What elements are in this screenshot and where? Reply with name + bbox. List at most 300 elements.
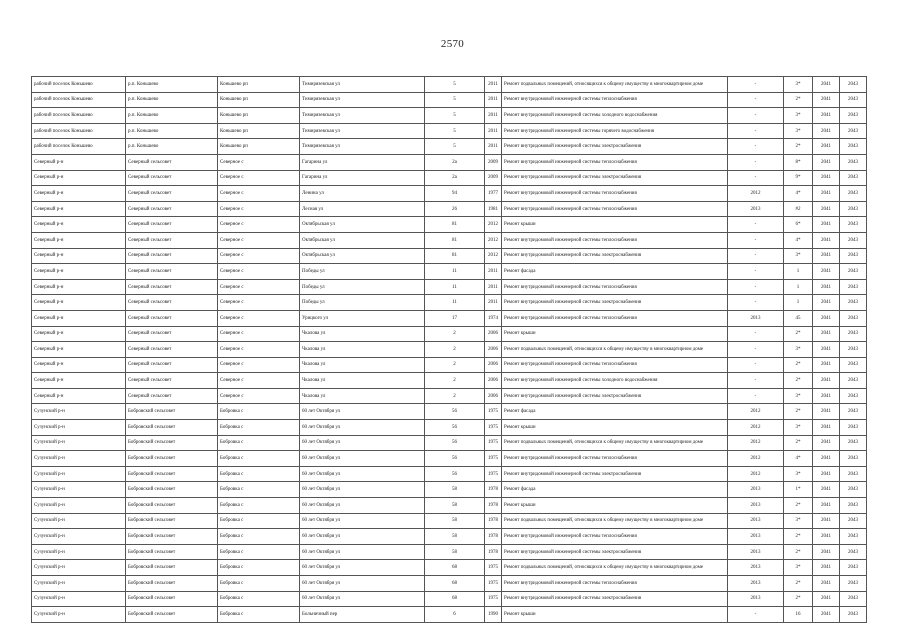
year-built-cell: 1975 — [485, 576, 502, 592]
plan-end-year-cell: 2043 — [840, 186, 867, 202]
work-type-cell: Ремонт внутридомовой инженерной системы теплоснабжения — [502, 451, 728, 467]
house-number-cell: 58 — [425, 513, 485, 529]
work-type-cell: Ремонт крыши — [502, 607, 728, 623]
plan-end-year-cell: 2043 — [840, 513, 867, 529]
work-type-cell: Ремонт внутридомовой инженерной системы теплоснабжения — [502, 310, 728, 326]
street-cell: 60 лет Октября ул — [300, 529, 425, 545]
settlement-cell: Северное с — [218, 170, 300, 186]
priority-cell: 2* — [784, 357, 813, 373]
district-cell: рабочий поселок Коньшево — [32, 108, 126, 124]
settlement-cell: Северное с — [218, 264, 300, 280]
last-repair-year-cell: 2013 — [728, 498, 784, 514]
district-cell: Северный р-н — [32, 279, 126, 295]
work-type-cell: Ремонт подвальных помещений, относящихся к общему имуществу в многоквартирном доме — [502, 77, 728, 93]
street-cell: Победы ул — [300, 264, 425, 280]
work-type-cell: Ремонт внутридомовой инженерной системы теплоснабжения — [502, 92, 728, 108]
table-row — [32, 217, 867, 233]
plan-start-year-cell: 2041 — [813, 264, 840, 280]
house-number-cell: 11 — [425, 264, 485, 280]
priority-cell: 45 — [784, 310, 813, 326]
settlement-cell: Бобровка с — [218, 544, 300, 560]
plan-start-year-cell: 2041 — [813, 607, 840, 623]
table-row — [32, 326, 867, 342]
table-row — [32, 560, 867, 576]
last-repair-year-cell: - — [728, 248, 784, 264]
district-cell: Сузунский р-н — [32, 498, 126, 514]
year-built-cell: 2006 — [485, 388, 502, 404]
year-built-cell: 1981 — [485, 201, 502, 217]
settlement-cell: Северное с — [218, 154, 300, 170]
municipality-cell: Северный сельсовет — [126, 186, 218, 202]
street-cell: Чкалова ул — [300, 326, 425, 342]
settlement-cell: Коньшево рп — [218, 77, 300, 93]
last-repair-year-cell: 2013 — [728, 529, 784, 545]
street-cell: Чкалова ул — [300, 342, 425, 358]
last-repair-year-cell: 2013 — [728, 591, 784, 607]
year-built-cell: 2011 — [485, 139, 502, 155]
year-built-cell: 1975 — [485, 560, 502, 576]
table-row — [32, 123, 867, 139]
plan-end-year-cell: 2043 — [840, 248, 867, 264]
last-repair-year-cell: - — [728, 92, 784, 108]
last-repair-year-cell: - — [728, 357, 784, 373]
street-cell: Октябрьская ул — [300, 217, 425, 233]
street-cell: Тимирязевская ул — [300, 108, 425, 124]
municipality-cell: Северный сельсовет — [126, 357, 218, 373]
year-built-cell: 2011 — [485, 295, 502, 311]
house-number-cell: 56 — [425, 451, 485, 467]
house-number-cell: 94 — [425, 186, 485, 202]
work-type-cell: Ремонт подвальных помещений, относящихся к общему имуществу в многоквартирном доме — [502, 513, 728, 529]
plan-start-year-cell: 2041 — [813, 186, 840, 202]
year-built-cell: 1975 — [485, 420, 502, 436]
priority-cell: 3* — [784, 513, 813, 529]
settlement-cell: Северное с — [218, 310, 300, 326]
priority-cell: 2* — [784, 139, 813, 155]
municipality-cell: Бобровский сельсовет — [126, 482, 218, 498]
plan-end-year-cell: 2043 — [840, 139, 867, 155]
municipality-cell: Северный сельсовет — [126, 264, 218, 280]
table-row — [32, 342, 867, 358]
municipality-cell: Северный сельсовет — [126, 170, 218, 186]
table-row — [32, 373, 867, 389]
plan-end-year-cell: 2043 — [840, 326, 867, 342]
street-cell: 60 лет Октября ул — [300, 404, 425, 420]
last-repair-year-cell: - — [728, 123, 784, 139]
table-row — [32, 544, 867, 560]
plan-start-year-cell: 2041 — [813, 482, 840, 498]
work-type-cell: Ремонт внутридомовой инженерной системы холодного водоснабжения — [502, 108, 728, 124]
plan-end-year-cell: 2043 — [840, 154, 867, 170]
street-cell: Чкалова ул — [300, 388, 425, 404]
year-built-cell: 2011 — [485, 123, 502, 139]
work-type-cell: Ремонт внутридомовой инженерной системы теплоснабжения — [502, 529, 728, 545]
priority-cell: 2* — [784, 591, 813, 607]
street-cell: 60 лет Октября ул — [300, 576, 425, 592]
municipality-cell: Северный сельсовет — [126, 388, 218, 404]
municipality-cell: Северный сельсовет — [126, 342, 218, 358]
work-type-cell: Ремонт внутридомовой инженерной системы теплоснабжения — [502, 154, 728, 170]
plan-start-year-cell: 2041 — [813, 170, 840, 186]
table-row — [32, 435, 867, 451]
work-type-cell: Ремонт фасада — [502, 482, 728, 498]
priority-cell: 3* — [784, 77, 813, 93]
priority-cell: 1* — [784, 482, 813, 498]
house-number-cell: 2 — [425, 373, 485, 389]
plan-start-year-cell: 2041 — [813, 248, 840, 264]
work-type-cell: Ремонт подвальных помещений, относящихся к общему имуществу в многоквартирном доме — [502, 342, 728, 358]
street-cell: Чкалова ул — [300, 373, 425, 389]
house-number-cell: 5 — [425, 92, 485, 108]
year-built-cell: 1977 — [485, 186, 502, 202]
municipality-cell: Северный сельсовет — [126, 217, 218, 233]
plan-end-year-cell: 2043 — [840, 342, 867, 358]
work-type-cell: Ремонт внутридомовой инженерной системы электроснабжения — [502, 591, 728, 607]
table-row — [32, 482, 867, 498]
street-cell: 60 лет Октября ул — [300, 466, 425, 482]
year-built-cell: 2006 — [485, 326, 502, 342]
plan-start-year-cell: 2041 — [813, 591, 840, 607]
table-row — [32, 201, 867, 217]
house-number-cell: 5 — [425, 77, 485, 93]
work-type-cell: Ремонт подвальных помещений, относящихся к общему имуществу в многоквартирном доме — [502, 560, 728, 576]
house-number-cell: 2а — [425, 170, 485, 186]
district-cell: Сузунский р-н — [32, 529, 126, 545]
municipality-cell: Бобровский сельсовет — [126, 576, 218, 592]
table-row — [32, 279, 867, 295]
plan-start-year-cell: 2041 — [813, 404, 840, 420]
work-type-cell: Ремонт внутридомовой инженерной системы холодного водоснабжения — [502, 373, 728, 389]
plan-end-year-cell: 2043 — [840, 92, 867, 108]
house-number-cell: 11 — [425, 295, 485, 311]
last-repair-year-cell: - — [728, 295, 784, 311]
priority-cell: 4* — [784, 232, 813, 248]
priority-cell: 3* — [784, 388, 813, 404]
plan-end-year-cell: 2043 — [840, 576, 867, 592]
work-type-cell: Ремонт внутридомовой инженерной системы теплоснабжения — [502, 357, 728, 373]
priority-cell: 3* — [784, 108, 813, 124]
plan-start-year-cell: 2041 — [813, 77, 840, 93]
plan-end-year-cell: 2043 — [840, 264, 867, 280]
district-cell: Северный р-н — [32, 170, 126, 186]
district-cell: Сузунский р-н — [32, 482, 126, 498]
work-type-cell: Ремонт внутридомовой инженерной системы электроснабжения — [502, 139, 728, 155]
district-cell: Сузунский р-н — [32, 607, 126, 623]
house-number-cell: 5 — [425, 108, 485, 124]
plan-end-year-cell: 2043 — [840, 591, 867, 607]
table-row — [32, 295, 867, 311]
municipality-cell: Северный сельсовет — [126, 248, 218, 264]
settlement-cell: Бобровка с — [218, 529, 300, 545]
plan-start-year-cell: 2041 — [813, 388, 840, 404]
last-repair-year-cell: 2013 — [728, 310, 784, 326]
plan-end-year-cell: 2043 — [840, 108, 867, 124]
plan-end-year-cell: 2043 — [840, 217, 867, 233]
plan-start-year-cell: 2041 — [813, 201, 840, 217]
last-repair-year-cell: - — [728, 170, 784, 186]
house-number-cell: 56 — [425, 435, 485, 451]
plan-start-year-cell: 2041 — [813, 326, 840, 342]
priority-cell: 4* — [784, 451, 813, 467]
district-cell: Северный р-н — [32, 310, 126, 326]
last-repair-year-cell: 2013 — [728, 201, 784, 217]
plan-end-year-cell: 2043 — [840, 77, 867, 93]
municipality-cell: Бобровский сельсовет — [126, 607, 218, 623]
priority-cell: 6* — [784, 217, 813, 233]
house-number-cell: 56 — [425, 420, 485, 436]
house-number-cell: 68 — [425, 576, 485, 592]
capital-repair-register-table — [31, 76, 867, 623]
year-built-cell: 1978 — [485, 529, 502, 545]
work-type-cell: Ремонт крыши — [502, 420, 728, 436]
priority-cell: 3* — [784, 342, 813, 358]
table-row — [32, 310, 867, 326]
district-cell: Сузунский р-н — [32, 435, 126, 451]
district-cell: Северный р-н — [32, 264, 126, 280]
priority-cell: 2* — [784, 529, 813, 545]
settlement-cell: Северное с — [218, 248, 300, 264]
work-type-cell: Ремонт внутридомовой инженерной системы электроснабжения — [502, 170, 728, 186]
street-cell: Больничный пер — [300, 607, 425, 623]
municipality-cell: Бобровский сельсовет — [126, 451, 218, 467]
street-cell: Победы ул — [300, 295, 425, 311]
house-number-cell: 2 — [425, 388, 485, 404]
street-cell: 60 лет Октября ул — [300, 513, 425, 529]
district-cell: Северный р-н — [32, 388, 126, 404]
plan-end-year-cell: 2043 — [840, 529, 867, 545]
street-cell: Чкалова ул — [300, 357, 425, 373]
table-row — [32, 498, 867, 514]
table-row — [32, 139, 867, 155]
plan-end-year-cell: 2043 — [840, 404, 867, 420]
priority-cell: #2 — [784, 201, 813, 217]
table-row — [32, 591, 867, 607]
municipality-cell: Бобровский сельсовет — [126, 544, 218, 560]
table-row — [32, 466, 867, 482]
plan-start-year-cell: 2041 — [813, 310, 840, 326]
table-row — [32, 607, 867, 623]
house-number-cell: 5 — [425, 123, 485, 139]
house-number-cell: 26 — [425, 201, 485, 217]
municipality-cell: Северный сельсовет — [126, 310, 218, 326]
settlement-cell: Коньшево рп — [218, 92, 300, 108]
year-built-cell: 2012 — [485, 248, 502, 264]
work-type-cell: Ремонт внутридомовой инженерной системы горячего водоснабжения — [502, 123, 728, 139]
settlement-cell: Бобровка с — [218, 591, 300, 607]
table-row — [32, 186, 867, 202]
district-cell: Северный р-н — [32, 201, 126, 217]
house-number-cell: 81 — [425, 217, 485, 233]
year-built-cell: 1974 — [485, 310, 502, 326]
table-row — [32, 529, 867, 545]
year-built-cell: 2011 — [485, 77, 502, 93]
settlement-cell: Бобровка с — [218, 420, 300, 436]
plan-start-year-cell: 2041 — [813, 108, 840, 124]
priority-cell: 2* — [784, 326, 813, 342]
last-repair-year-cell: - — [728, 217, 784, 233]
house-number-cell: 2 — [425, 326, 485, 342]
year-built-cell: 1978 — [485, 544, 502, 560]
street-cell: 60 лет Октября ул — [300, 498, 425, 514]
table-row — [32, 154, 867, 170]
priority-cell: 3* — [784, 420, 813, 436]
priority-cell: 2* — [784, 544, 813, 560]
district-cell: Северный р-н — [32, 373, 126, 389]
district-cell: Северный р-н — [32, 232, 126, 248]
street-cell: Октябрьская ул — [300, 248, 425, 264]
plan-start-year-cell: 2041 — [813, 466, 840, 482]
year-built-cell: 2011 — [485, 108, 502, 124]
street-cell: Урицкого ул — [300, 310, 425, 326]
table-row — [32, 388, 867, 404]
last-repair-year-cell: - — [728, 154, 784, 170]
settlement-cell: Северное с — [218, 342, 300, 358]
plan-start-year-cell: 2041 — [813, 576, 840, 592]
street-cell: 60 лет Октября ул — [300, 544, 425, 560]
priority-cell: 1 — [784, 264, 813, 280]
priority-cell: 3* — [784, 466, 813, 482]
year-built-cell: 1978 — [485, 498, 502, 514]
district-cell: Сузунский р-н — [32, 576, 126, 592]
municipality-cell: Бобровский сельсовет — [126, 529, 218, 545]
priority-cell: 2* — [784, 498, 813, 514]
work-type-cell: Ремонт внутридомовой инженерной системы теплоснабжения — [502, 279, 728, 295]
plan-start-year-cell: 2041 — [813, 373, 840, 389]
work-type-cell: Ремонт внутридомовой инженерной системы электроснабжения — [502, 544, 728, 560]
street-cell: Победы ул — [300, 279, 425, 295]
work-type-cell: Ремонт внутридомовой инженерной системы электроснабжения — [502, 295, 728, 311]
district-cell: Сузунский р-н — [32, 560, 126, 576]
last-repair-year-cell: 2012 — [728, 466, 784, 482]
house-number-cell: 56 — [425, 466, 485, 482]
plan-end-year-cell: 2043 — [840, 607, 867, 623]
year-built-cell: 2012 — [485, 232, 502, 248]
house-number-cell: 2 — [425, 357, 485, 373]
municipality-cell: Северный сельсовет — [126, 295, 218, 311]
table-row — [32, 77, 867, 93]
plan-end-year-cell: 2043 — [840, 435, 867, 451]
house-number-cell: 2 — [425, 342, 485, 358]
table-row — [32, 576, 867, 592]
priority-cell: 2* — [784, 373, 813, 389]
year-built-cell: 1978 — [485, 513, 502, 529]
plan-start-year-cell: 2041 — [813, 279, 840, 295]
last-repair-year-cell: - — [728, 108, 784, 124]
settlement-cell: Северное с — [218, 357, 300, 373]
table-row — [32, 420, 867, 436]
year-built-cell: 2011 — [485, 92, 502, 108]
municipality-cell: Северный сельсовет — [126, 279, 218, 295]
street-cell: 60 лет Октября ул — [300, 591, 425, 607]
year-built-cell: 1975 — [485, 404, 502, 420]
house-number-cell: 81 — [425, 248, 485, 264]
municipality-cell: р.п. Коньшево — [126, 139, 218, 155]
year-built-cell: 2009 — [485, 154, 502, 170]
table-row — [32, 248, 867, 264]
house-number-cell: 2а — [425, 154, 485, 170]
plan-start-year-cell: 2041 — [813, 560, 840, 576]
work-type-cell: Ремонт крыши — [502, 217, 728, 233]
district-cell: Северный р-н — [32, 342, 126, 358]
last-repair-year-cell: 2013 — [728, 513, 784, 529]
street-cell: Ленина ул — [300, 186, 425, 202]
plan-start-year-cell: 2041 — [813, 498, 840, 514]
year-built-cell: 2009 — [485, 170, 502, 186]
year-built-cell: 1975 — [485, 451, 502, 467]
table-row — [32, 170, 867, 186]
house-number-cell: 68 — [425, 591, 485, 607]
year-built-cell: 2006 — [485, 357, 502, 373]
table-row — [32, 108, 867, 124]
priority-cell: 2* — [784, 435, 813, 451]
plan-start-year-cell: 2041 — [813, 529, 840, 545]
last-repair-year-cell: - — [728, 326, 784, 342]
settlement-cell: Северное с — [218, 232, 300, 248]
house-number-cell: 11 — [425, 279, 485, 295]
last-repair-year-cell: - — [728, 388, 784, 404]
district-cell: Сузунский р-н — [32, 544, 126, 560]
street-cell: Тимирязевская ул — [300, 77, 425, 93]
plan-end-year-cell: 2043 — [840, 498, 867, 514]
work-type-cell: Ремонт фасада — [502, 264, 728, 280]
settlement-cell: Бобровка с — [218, 607, 300, 623]
settlement-cell: Северное с — [218, 279, 300, 295]
plan-start-year-cell: 2041 — [813, 513, 840, 529]
table-row — [32, 357, 867, 373]
municipality-cell: Северный сельсовет — [126, 154, 218, 170]
district-cell: Северный р-н — [32, 186, 126, 202]
work-type-cell: Ремонт внутридомовой инженерной системы электроснабжения — [502, 248, 728, 264]
street-cell: Гагарина ул — [300, 170, 425, 186]
municipality-cell: Бобровский сельсовет — [126, 591, 218, 607]
plan-end-year-cell: 2043 — [840, 373, 867, 389]
district-cell: Сузунский р-н — [32, 420, 126, 436]
municipality-cell: Бобровский сельсовет — [126, 466, 218, 482]
district-cell: рабочий поселок Коньшево — [32, 92, 126, 108]
year-built-cell: 2006 — [485, 342, 502, 358]
street-cell: Тимирязевская ул — [300, 123, 425, 139]
municipality-cell: Бобровский сельсовет — [126, 513, 218, 529]
plan-start-year-cell: 2041 — [813, 295, 840, 311]
street-cell: Лесная ул — [300, 201, 425, 217]
work-type-cell: Ремонт крыши — [502, 498, 728, 514]
last-repair-year-cell: - — [728, 77, 784, 93]
last-repair-year-cell: 2013 — [728, 560, 784, 576]
settlement-cell: Бобровка с — [218, 451, 300, 467]
municipality-cell: Бобровский сельсовет — [126, 498, 218, 514]
house-number-cell: 17 — [425, 310, 485, 326]
district-cell: Сузунский р-н — [32, 466, 126, 482]
priority-cell: 3* — [784, 123, 813, 139]
settlement-cell: Бобровка с — [218, 404, 300, 420]
house-number-cell: 6 — [425, 607, 485, 623]
district-cell: Северный р-н — [32, 295, 126, 311]
district-cell: Северный р-н — [32, 154, 126, 170]
plan-start-year-cell: 2041 — [813, 123, 840, 139]
settlement-cell: Северное с — [218, 201, 300, 217]
street-cell: 60 лет Октября ул — [300, 482, 425, 498]
work-type-cell: Ремонт внутридомовой инженерной системы теплоснабжения — [502, 201, 728, 217]
settlement-cell: Бобровка с — [218, 466, 300, 482]
house-number-cell: 58 — [425, 482, 485, 498]
priority-cell: 3* — [784, 560, 813, 576]
last-repair-year-cell: 2012 — [728, 186, 784, 202]
settlement-cell: Коньшево рп — [218, 123, 300, 139]
year-built-cell: 1990 — [485, 607, 502, 623]
priority-cell: 9* — [784, 170, 813, 186]
year-built-cell: 2011 — [485, 264, 502, 280]
district-cell: рабочий поселок Коньшево — [32, 77, 126, 93]
